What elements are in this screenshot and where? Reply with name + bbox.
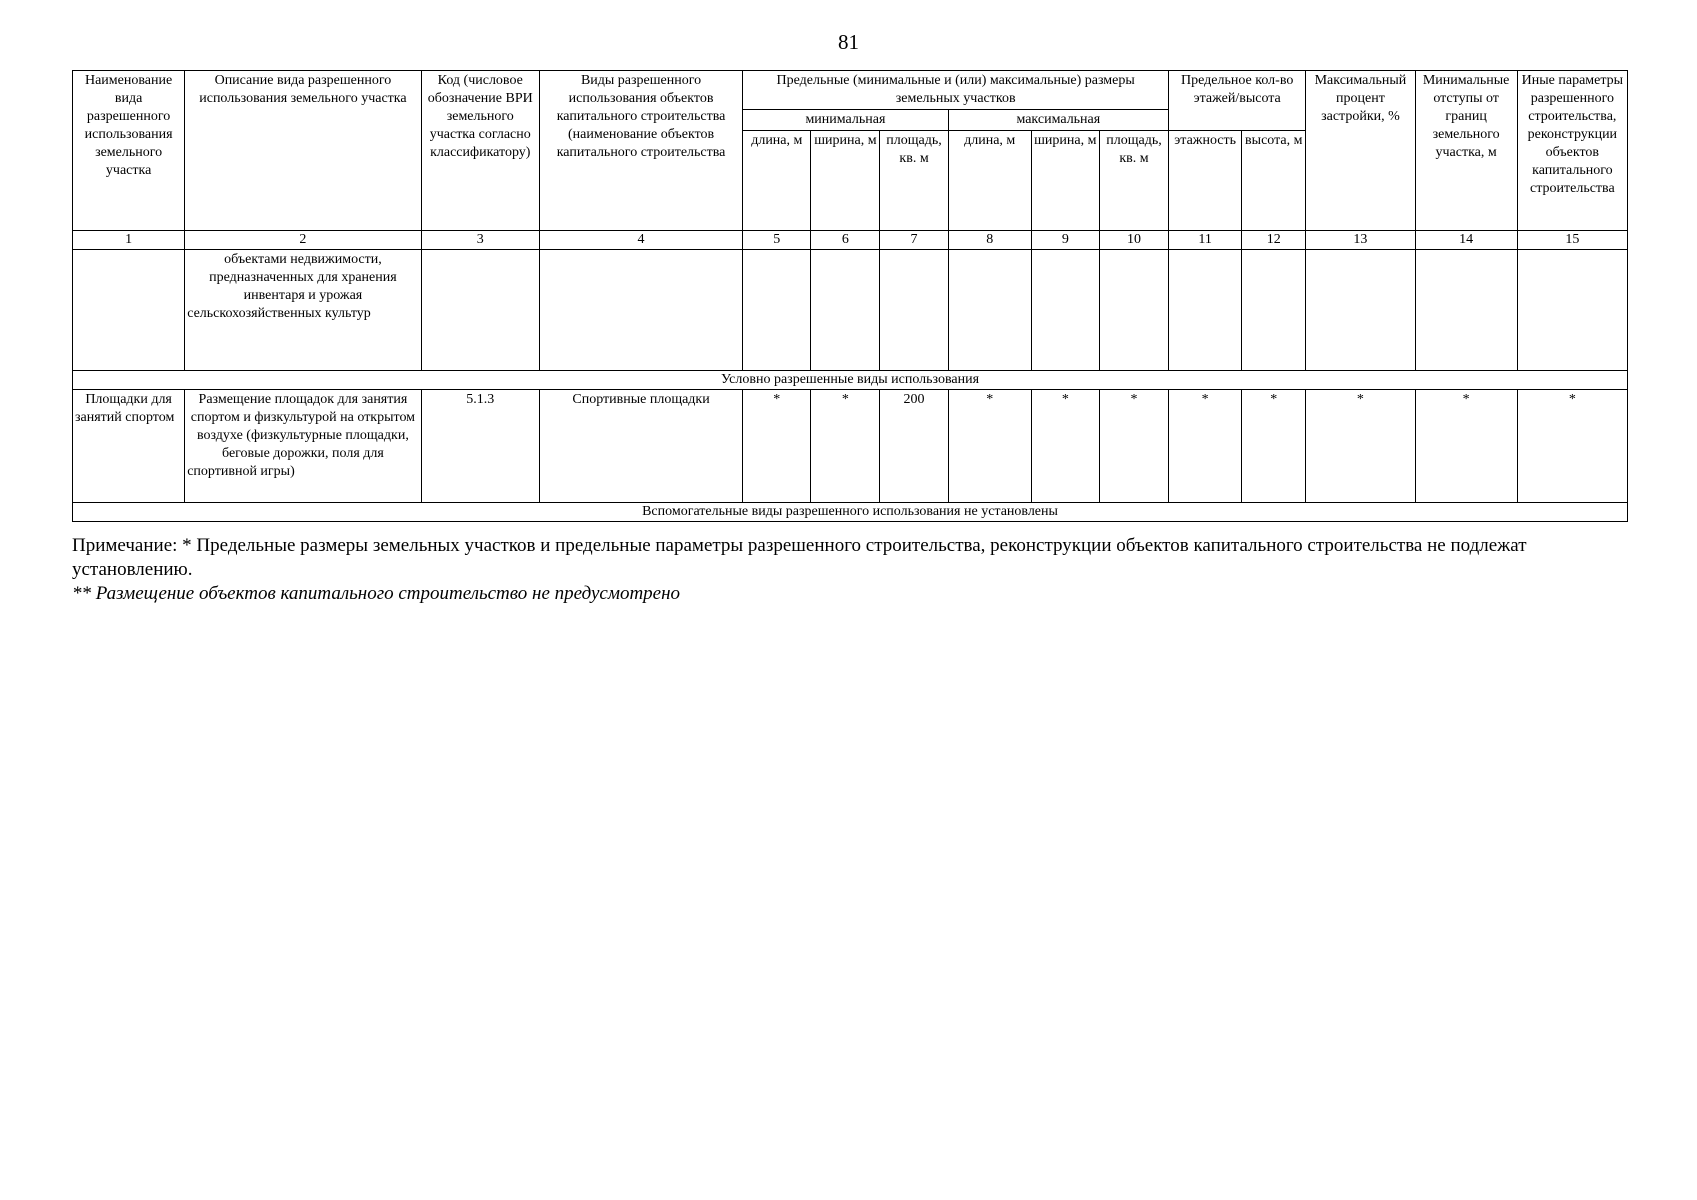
column-number: 10 <box>1099 231 1168 250</box>
header-max-width: ширина, м <box>1031 131 1099 231</box>
cell-description: Размещение площадок для занятия спортом и физкультурой на открытом воздухе (физкультурные площадки, беговые дорожки, поля для спортивной игры) <box>185 390 421 503</box>
header-code: Код (числовое обозначение ВРИ земельного участка согласно классификатору) <box>421 71 539 231</box>
column-number: 12 <box>1242 231 1306 250</box>
page-number: 81 <box>838 30 859 54</box>
auxiliary-section-row <box>73 503 1628 522</box>
cell-empty <box>421 250 539 371</box>
cell-min-width: * <box>811 390 880 503</box>
header-size-limits: Предельные (минимальные и (или) максимальные) размеры земельных участков <box>743 71 1169 110</box>
header-name: Наименование вида разрешенного использования земельного участка <box>73 71 185 231</box>
cell-max-area: * <box>1099 390 1168 503</box>
header-row-1 <box>73 71 1628 110</box>
header-min-area: площадь, кв. м <box>880 131 948 231</box>
column-number: 1 <box>73 231 185 250</box>
column-number: 14 <box>1415 231 1517 250</box>
column-number: 6 <box>811 231 880 250</box>
cell-min-setback: * <box>1415 390 1517 503</box>
cell-empty <box>811 250 880 371</box>
note-no-construction: ** Размещение объектов капитального строительство не предусмотрено <box>72 583 681 604</box>
header-min-width: ширина, м <box>811 131 880 231</box>
header-max-coverage: Максимальный процент застройки, % <box>1306 71 1415 231</box>
cell-empty <box>1242 250 1306 371</box>
header-max-area: площадь, кв. м <box>1099 131 1168 231</box>
cell-empty <box>1031 250 1099 371</box>
column-number: 13 <box>1306 231 1415 250</box>
column-numbers-row <box>73 231 1628 250</box>
column-number: 4 <box>539 231 742 250</box>
conditional-section-row <box>73 371 1628 390</box>
land-use-table <box>72 70 1628 522</box>
table-row-sport <box>73 390 1628 503</box>
header-capital-objects: Виды разрешенного использования объектов капитального строительства (наименование объектов капитального строительства <box>539 71 742 231</box>
section-title: Вспомогательные виды разрешенного использования не установлены <box>73 503 1628 522</box>
cell-empty <box>1169 250 1242 371</box>
cell-empty <box>1099 250 1168 371</box>
header-height: высота, м <box>1242 131 1306 231</box>
column-number: 11 <box>1169 231 1242 250</box>
column-number: 15 <box>1517 231 1627 250</box>
cell-empty <box>539 250 742 371</box>
section-title: Условно разрешенные виды использования <box>73 371 1628 390</box>
header-floors: этажность <box>1169 131 1242 231</box>
column-number: 9 <box>1031 231 1099 250</box>
cell-empty <box>948 250 1031 371</box>
column-number: 3 <box>421 231 539 250</box>
cell-max-width: * <box>1031 390 1099 503</box>
table-row-continued <box>73 250 1628 371</box>
cell-empty <box>1517 250 1627 371</box>
cell-empty <box>1306 250 1415 371</box>
header-floors-height: Предельное кол-во этажей/высота <box>1169 71 1306 131</box>
cell-empty <box>73 250 185 371</box>
cell-other-params: * <box>1517 390 1627 503</box>
column-number: 5 <box>743 231 811 250</box>
cell-empty <box>880 250 948 371</box>
column-number: 2 <box>185 231 421 250</box>
cell-max-coverage: * <box>1306 390 1415 503</box>
cell-code: 5.1.3 <box>421 390 539 503</box>
cell-name: Площадки для занятий спортом <box>73 390 185 503</box>
header-max-length: длина, м <box>948 131 1031 231</box>
cell-empty <box>743 250 811 371</box>
header-min-length: длина, м <box>743 131 811 231</box>
column-number: 7 <box>880 231 948 250</box>
cell-min-length: * <box>743 390 811 503</box>
note-limits: Примечание: * Предельные размеры земельных участков и предельные параметры разрешенного строительства, реконструкции объектов капитального строительства не подлежат установлению. <box>72 535 1527 580</box>
cell-description: объектами недвижимости, предназначенных для хранения инвентаря и урожая сельскохозяйственных культур <box>185 250 421 371</box>
cell-height: * <box>1242 390 1306 503</box>
header-min-setback: Минимальные отступы от границ земельного участка, м <box>1415 71 1517 231</box>
header-description: Описание вида разрешенного использования земельного участка <box>185 71 421 231</box>
cell-max-length: * <box>948 390 1031 503</box>
cell-empty <box>1415 250 1517 371</box>
cell-capital-objects: Спортивные площадки <box>539 390 742 503</box>
header-minimum: минимальная <box>743 110 948 131</box>
cell-min-area: 200 <box>880 390 948 503</box>
header-other-params: Иные параметры разрешенного строительства, реконструкции объектов капитального строительства <box>1517 71 1627 231</box>
column-number: 8 <box>948 231 1031 250</box>
cell-floors: * <box>1169 390 1242 503</box>
notes <box>72 534 1628 606</box>
header-maximum: максимальная <box>948 110 1168 131</box>
